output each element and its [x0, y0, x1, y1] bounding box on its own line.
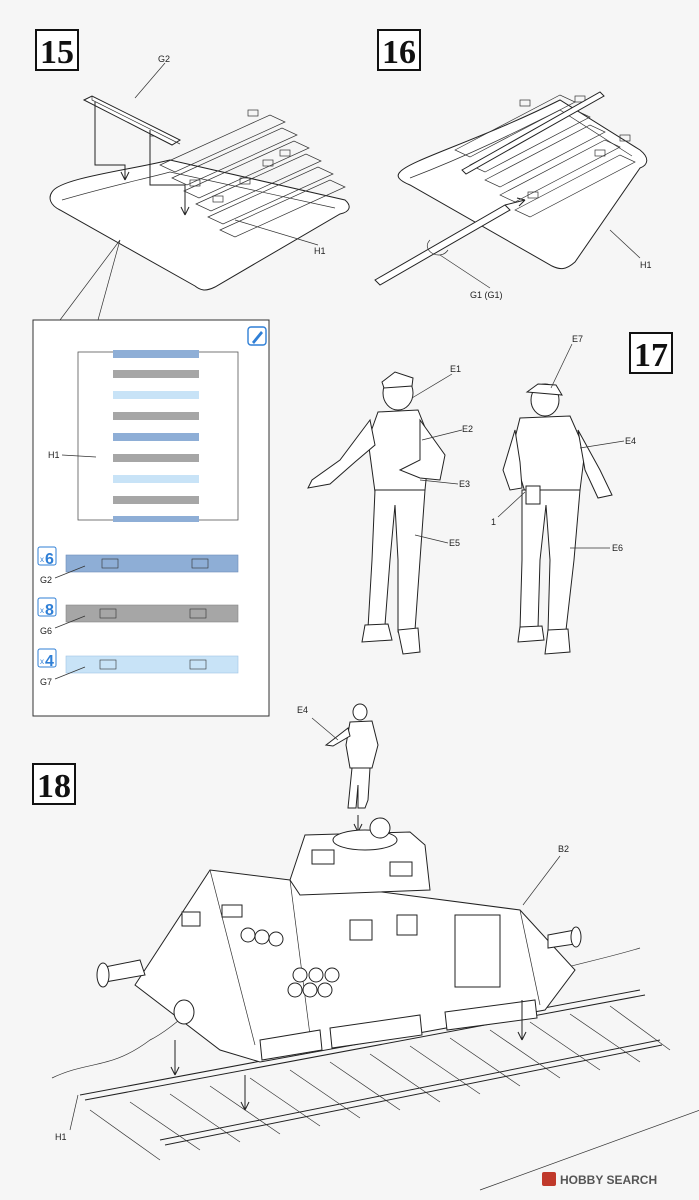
multiplier-g7: 4: [45, 653, 54, 670]
color-bar-g6: [66, 605, 238, 622]
label-1: 1: [491, 517, 497, 527]
watermark: [542, 1172, 657, 1187]
paint-guide: [33, 320, 269, 716]
label-e4-18: E4: [297, 705, 309, 715]
label-g6-guide: G6: [40, 626, 53, 636]
svg-text:x: x: [40, 657, 44, 666]
base-plate-16: [398, 100, 647, 269]
label-e1: E1: [450, 364, 462, 374]
label-g2-guide: G2: [40, 575, 53, 585]
watermark-text: HOBBY SEARCH: [560, 1173, 658, 1187]
color-bar-g7: [66, 656, 238, 673]
figure-on-turret: [326, 704, 378, 808]
label-g2-top: G2: [158, 54, 171, 64]
multiplier-g2: 6: [45, 551, 54, 568]
label-g1: G1 (G1): [470, 290, 503, 300]
multiplier-g6: 8: [45, 602, 54, 619]
rail-g1: [375, 205, 510, 285]
step-18-number: 18: [37, 768, 71, 805]
step-17: [308, 333, 672, 654]
figure-front: [308, 372, 445, 654]
label-g7-guide: G7: [40, 677, 53, 687]
color-bar-g2: [66, 555, 238, 572]
label-e2: E2: [462, 424, 474, 434]
label-e7: E7: [572, 334, 584, 344]
svg-text:x: x: [40, 606, 44, 615]
sleeper-colors: [113, 350, 199, 522]
label-e4: E4: [625, 436, 637, 446]
label-e3: E3: [459, 479, 471, 489]
step-16: [375, 30, 652, 300]
label-e6: E6: [612, 543, 624, 553]
step-17-number: 17: [634, 337, 668, 374]
step-16-number: 16: [382, 34, 416, 71]
step-15-number: 15: [40, 34, 74, 71]
step-15: [36, 30, 349, 320]
hobby-search-logo-icon: [542, 1172, 556, 1186]
step-18: [33, 704, 699, 1190]
svg-text:x: x: [40, 555, 44, 564]
label-e5: E5: [449, 538, 461, 548]
label-h1-16: H1: [640, 260, 652, 270]
label-h1-18: H1: [55, 1132, 67, 1142]
railcar: [97, 818, 581, 1062]
label-h1-15: H1: [314, 246, 326, 256]
side-door: [455, 915, 500, 987]
label-h1-guide: H1: [48, 450, 60, 460]
figure-back: [503, 384, 612, 654]
label-b2: B2: [558, 844, 570, 854]
